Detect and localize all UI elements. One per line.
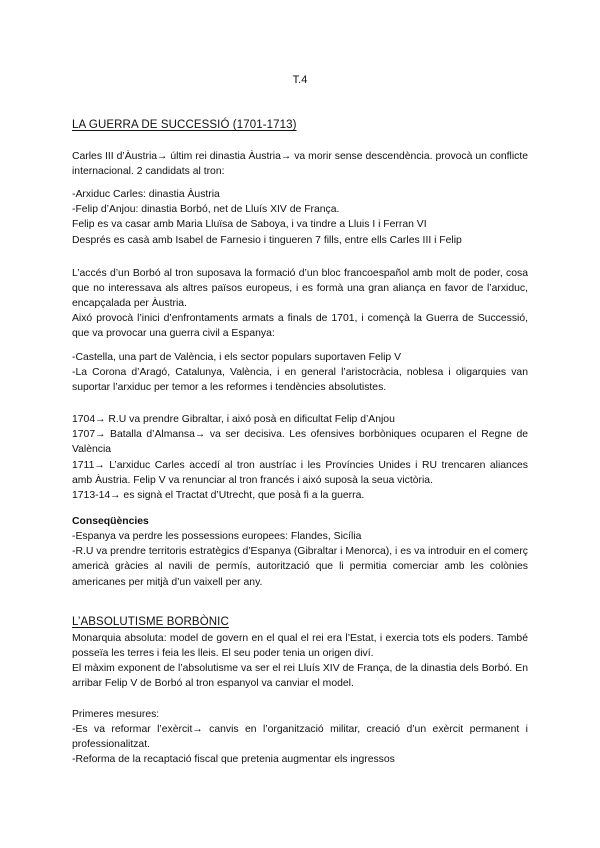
louis-xiv-paragraph: El màxim exponent de l’absolutisme va ser el rei Lluís XIV de França, de la dinastia dels Borbó. En arribar Felip V de Borbó al tron espanyol va canviar el model.	[72, 663, 528, 690]
section-title-absolutism: L’ABSOLUTISME BORBÒNIC	[72, 616, 229, 628]
bourbon-bloc-paragraph: L’accés d’un Borbó al tron suposava la formació d’un bloc francoespañol amb molt de poder, cosa que no interessava als altres països europeus, i es formà una gran aliança en favor de l’arxiduc, encapçalada per Àustria.	[72, 268, 528, 310]
measures-heading: Primeres mesures:	[72, 709, 160, 720]
candidate-line: Després es casà amb Isabel de Farnesio i tingueren 7 fills, entre ells Carles III i Felip	[72, 234, 462, 246]
candidate-line: Felip es va casar amb Maria Lluïsa de Saboya, i va tindre a Lluis I i Ferran VI	[72, 219, 427, 231]
section-title-war: LA GUERRA DE SUCCESSIÓ (1701-1713)	[72, 119, 297, 131]
candidate-line: -Felip d’Anjou: dinastia Borbó, net de Lluís XIV de França.	[72, 204, 340, 216]
measures-list	[72, 722, 528, 768]
absolute-monarchy-paragraph: Monarquia absoluta: model de govern en el qual el rei era l’Estat, i exercia tots els poders. També posseïa les terres i feia les lleis. El seu poder tenia un origen diví.	[72, 633, 528, 660]
candidate-line: -Arxiduc Carles: dinastia Àustria	[72, 189, 220, 200]
sides-list	[72, 350, 528, 396]
measure-line: -Reforma de la recaptació fiscal que pretenia augmentar els ingressos	[72, 754, 395, 766]
timeline-entry: 1704→ R.U va prendre Gibraltar, i aixó posà en dificultat Felip d’Anjou	[72, 414, 395, 425]
timeline-entry: 1707→ Batalla d’Almansa→ va ser decisiva. Les ofensives borbòniques ocuparen el Regne de València	[72, 429, 528, 456]
candidates-list	[72, 187, 528, 248]
consequences-heading: Conseqüències	[72, 516, 149, 527]
intro-paragraph: Carles III d’Àustria→ últim rei dinastia Àustria→ va morir sense descendència. provocà un conflicte internacional. 2 candidats al tron:	[72, 151, 528, 178]
timeline-entry: 1713-14→ es signà el Tractat d’Utrecht, que posà fi a la guerra.	[72, 490, 365, 502]
consequence-line: -Espanya va perdre les possessions europees: Flandes, Sicília	[72, 531, 362, 542]
war-start-paragraph: Aixó provocà l’inici d’enfrontaments armats a finals de 1701, i començà la Guerra de Successió, que va provocar una guerra civil a Espanya:	[72, 313, 528, 340]
side-line: -Castella, una part de València, i els sector populars suportaven Felip V	[72, 352, 402, 363]
consequences-list	[72, 529, 528, 590]
timeline-entry: 1711→ L’arxiduc Carles accedí al tron austríac i les Províncies Unides i RU trencaren aliances amb Àustria. Felip V va renunciar al tron francés i aixó suposà la seua victòria.	[72, 459, 528, 486]
page-number: T.4	[292, 74, 308, 86]
side-line: -La Corona d’Aragó, Catalunya, València, i en general l’aristocràcia, noblesa i oligarquies van suportar l’arxiduc per temor a les reformes i tendències absolutistes.	[72, 367, 528, 394]
measure-line: -Es va reformar l’exèrcit→ canvis en l’organització militar, creació d’un exèrcit permanent i professionalitzat.	[72, 724, 528, 751]
timeline-list	[72, 412, 528, 503]
consequence-line: -R.U va prendre territoris estratègics d’Espanya (Gibraltar i Menorca), i es va introduir en el comerç americà gràcies al navili de permís, autorització que li permitia comerciar amb les colònies americanes per mitjà d’un vaixell per any.	[72, 546, 528, 588]
